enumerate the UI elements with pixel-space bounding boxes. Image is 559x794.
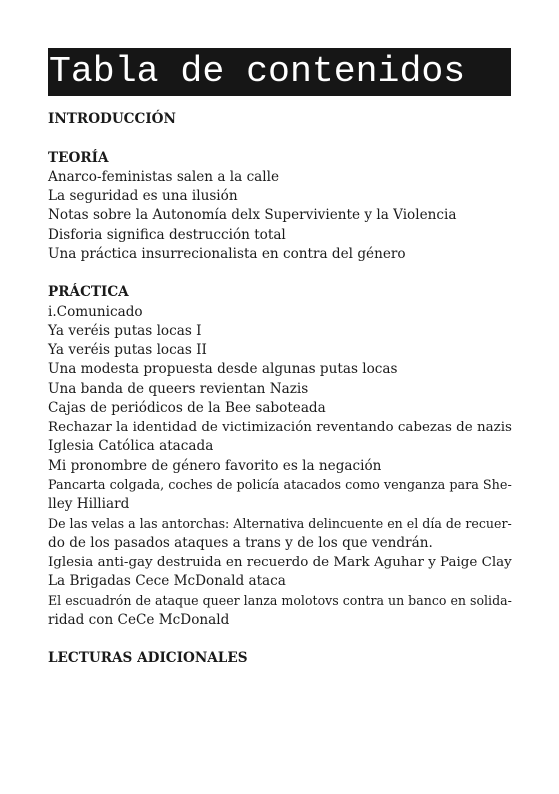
toc-entry — [48, 457, 518, 476]
toc-entry — [48, 418, 518, 437]
toc-entry — [48, 476, 518, 515]
toc-entry — [48, 514, 518, 553]
toc-section — [48, 283, 518, 630]
toc-entry-line: Cajas de periódicos de la Bee saboteada — [48, 399, 326, 416]
table-of-contents — [48, 110, 518, 668]
toc-entry — [48, 168, 518, 187]
toc-entry — [48, 341, 518, 360]
toc-section — [48, 649, 518, 668]
title-banner — [48, 48, 511, 96]
toc-entry — [48, 206, 518, 225]
toc-entry-line: Disforia significa destrucción total — [48, 226, 286, 243]
toc-entry-line: Una práctica insurrecionalista en contra del género — [48, 245, 406, 262]
toc-entry-line: Ya veréis putas locas I — [48, 322, 202, 339]
toc-entry — [48, 399, 518, 418]
section-heading: PRÁCTICA — [48, 284, 129, 301]
toc-entry — [48, 380, 518, 399]
section-heading: TEORÍA — [48, 149, 109, 166]
toc-entry — [48, 591, 518, 630]
toc-entry-line: i.Comunicado — [48, 303, 143, 320]
toc-entry-line: La Brigadas Cece McDonald ataca — [48, 573, 286, 589]
toc-entry-line: Rechazar la identidad de victimización reventando cabezas de nazis — [48, 420, 512, 435]
toc-entry-line: Iglesia anti-gay destruida en recuerdo de Mark Aguhar y Paige Clay — [48, 554, 512, 570]
section-heading: INTRODUCCIÓN — [48, 111, 176, 127]
toc-section — [48, 149, 518, 265]
entry-list — [48, 168, 518, 264]
toc-entry — [48, 572, 518, 591]
toc-entry-line: Pancarta colgada, coches de policía atacados como venganza para She- — [48, 477, 512, 493]
toc-entry-line: Notas sobre la Autonomía delx Superviviente y la Violencia — [48, 207, 457, 224]
toc-entry — [48, 322, 518, 341]
toc-entry — [48, 437, 518, 456]
toc-entry-line: La seguridad es una ilusión — [48, 188, 238, 204]
toc-entry — [48, 553, 518, 572]
toc-entry — [48, 226, 518, 245]
entry-list — [48, 303, 518, 630]
toc-entry — [48, 360, 518, 379]
toc-entry-line: Ya veréis putas locas II — [48, 342, 207, 358]
toc-entry-line: Mi pronombre de género favorito es la negación — [48, 457, 382, 474]
toc-entry-line: do de los pasados ataques a trans y de los que vendrán. — [48, 534, 433, 551]
toc-entry-line: Iglesia Católica atacada — [48, 438, 214, 455]
page-title: Tabla de contenidos — [49, 51, 466, 92]
toc-entry — [48, 303, 518, 322]
section-heading: LECTURAS ADICIONALES — [48, 650, 248, 666]
toc-entry-line: Una modesta propuesta desde algunas putas locas — [48, 361, 398, 378]
toc-entry-line: Una banda de queers revientan Nazis — [48, 380, 309, 397]
toc-entry-line: Anarco-feministas salen a la calle — [48, 168, 280, 185]
toc-section — [48, 110, 518, 129]
toc-entry — [48, 187, 518, 206]
toc-entry-line: El escuadrón de ataque queer lanza molotovs contra un banco en solida- — [48, 593, 512, 609]
toc-entry — [48, 245, 518, 264]
toc-entry-line: De las velas a las antorchas: Alternativa delincuente en el día de recuer- — [48, 516, 512, 532]
toc-entry-line: lley Hilliard — [48, 496, 130, 512]
toc-entry-line: ridad con CeCe McDonald — [48, 611, 230, 628]
